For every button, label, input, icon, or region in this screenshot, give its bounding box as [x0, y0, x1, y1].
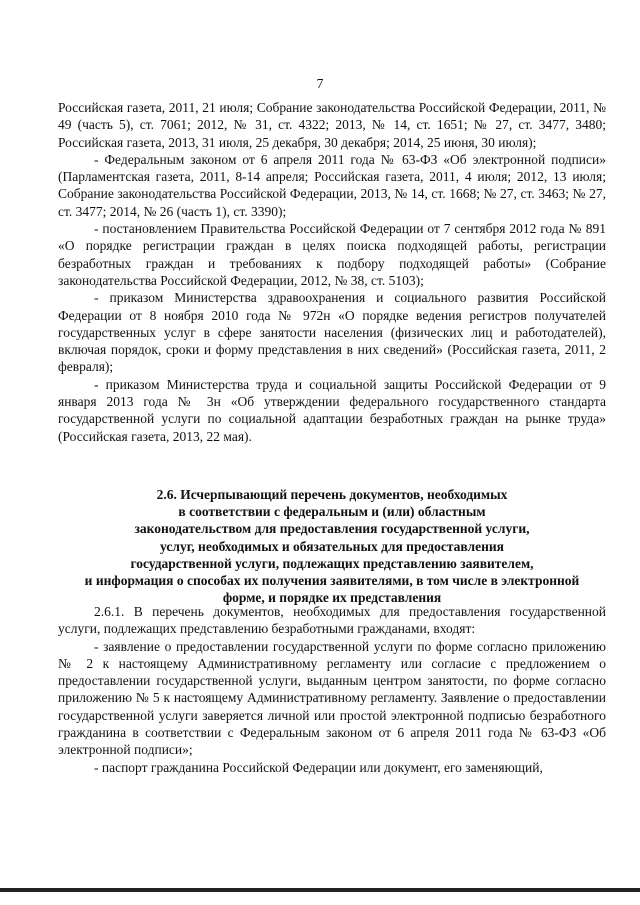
section-heading-2-6: [58, 486, 606, 606]
scan-edge-rule: [0, 888, 640, 892]
list-item-electronic-signature-law: - Федеральным законом от 6 апреля 2011 года № 63-ФЗ «Об электронной подписи» (Парламентская газета, 2011, 8-14 апреля; Российская газета, 2011, 4 июля; 2012, 13 июля; Собрание законодательства Российской Федерации, 2013, № 14, ст. 1668; № 27, ст. 3463; № 27, ст. 3477; 2014, № 26 (часть 1), ст. 3390);: [58, 151, 606, 219]
heading-line: форме, и порядке их представления: [222, 590, 442, 606]
paragraph-citation-continuation: Российская газета, 2011, 21 июля; Собрание законодательства Российской Федерации, 2011, № 49 (часть 5), ст. 7061; 2012, № 31, ст. 4322; 2013, № 14, ст. 1651; № 27, ст. 3477, 3480; Российская газета, 2013, 31 июля, 25 декабря, 30 декабря; 2014, 25 июня, 30 июля);: [58, 100, 606, 150]
heading-line: услуг, необходимых и обязательных для предоставления: [160, 538, 504, 554]
heading-line: законодательством для предоставления государственной услуги,: [134, 521, 530, 537]
list-item-government-resolution-891: - постановлением Правительства Российской Федерации от 7 сентября 2012 года № 891 «О порядке регистрации граждан в целях поиска подходящей работы, регистрации безработных граждан и требованиях к подбору подходящей работы» (Собрание законодательства Российской Федерации, 2012, № 38, ст. 5103);: [58, 221, 606, 288]
heading-line: государственной услуги, подлежащих представлению заявителем,: [130, 555, 534, 571]
legal-basis-list: [58, 99, 606, 445]
list-item-order-3n: - приказом Министерства труда и социальной защиты Российской Федерации от 9 января 2013 года № 3н «Об утверждении федерального государственного стандарта государственной услуги по социальной адаптации безработных граждан на рынке труда» (Российская газета, 2013, 22 мая).: [58, 376, 606, 444]
page-number: 7: [316, 76, 324, 91]
list-item-passport: - паспорт гражданина Российской Федерации или документ, его заменяющий,: [94, 759, 543, 775]
list-item-application: - заявление о предоставлении государственной услуги по форме согласно приложению № 2 к настоящему Административному регламенту или согласие с предложением о предоставлении государственной услуги, выданным центром занятости, по форме согласно приложению № 5 к настоящему Административному регламенту. Заявление о предоставлении государственной услуги заверяется личной или простой электронной подписью безработного гражданина в соответствии с Федеральным законом от 6 апреля 2011 года № 63-ФЗ «Об электронной подписи»;: [58, 638, 606, 758]
list-item-order-972n: - приказом Министерства здравоохранения и социального развития Российской Федерации от 8 ноября 2010 года № 972н «О порядке ведения регистров получателей государственных услуг в сфере занятости населения (физических лиц и работодателей), включая порядок, сроки и форму представления в них сведений» (Российская газета, 2011, 2 февраля);: [58, 290, 606, 375]
heading-line: и информация о способах их получения заявителями, в том числе в электронной: [84, 573, 580, 589]
heading-line: в соответствии с федеральным и (или) областным: [178, 504, 486, 520]
paragraph-2-6-1: 2.6.1. В перечень документов, необходимых для предоставления государственной услуги, подлежащих представлению безработными гражданами, входят:: [58, 604, 606, 637]
documents-list: [58, 603, 606, 776]
heading-line: 2.6. Исчерпывающий перечень документов, необходимых: [156, 487, 508, 502]
